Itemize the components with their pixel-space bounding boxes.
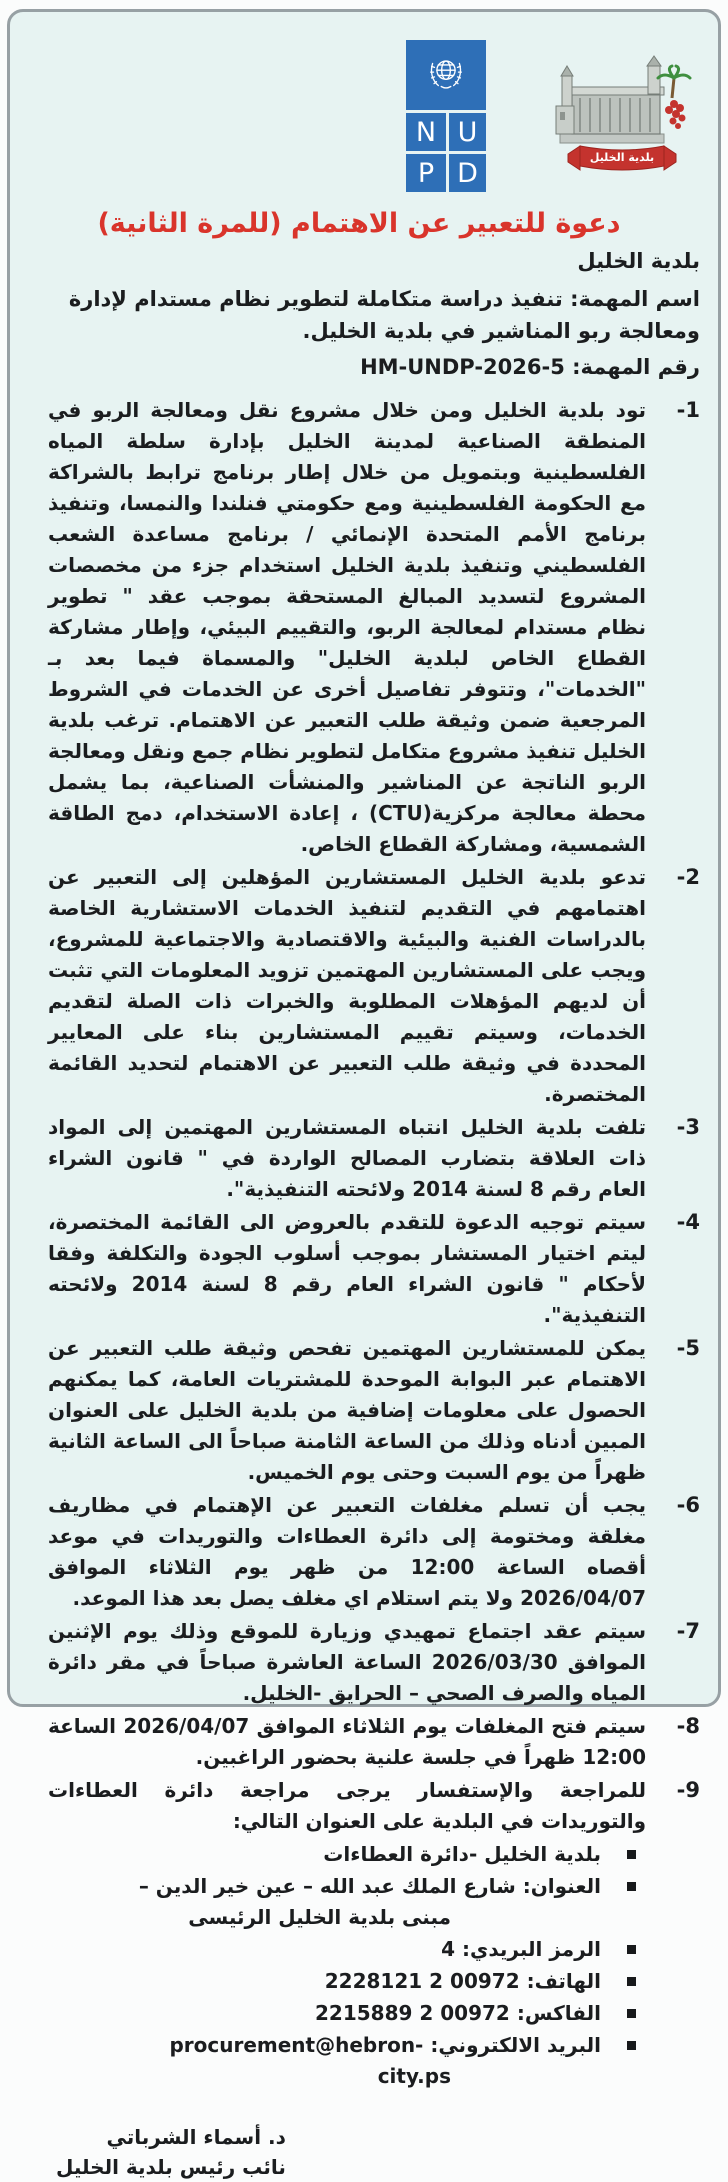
signatory-title: نائب رئيس بلدية الخليل [56,2155,286,2179]
list-item [48,862,700,1110]
undp-logo [406,40,486,192]
list-item [48,1775,700,1837]
item-number: -2 [676,865,700,889]
undp-letter-u: U [449,113,486,151]
list-item [48,1490,700,1614]
list-item [48,2030,636,2092]
signatory-name: د. أسماء الشرباتي [106,2125,286,2149]
hebron-municipality-logo [546,54,698,186]
square-bullet-icon [627,1977,636,1986]
municipality-name: بلدية الخليل [577,249,700,273]
list-item [48,1112,700,1205]
item-text: يجب أن تسلم مغلفات التعبير عن الإهتمام في مظاريف مغلقة ومختومة إلى دائرة العطاءات والتوريدات في موعد أقصاه الساعة 12:00 من ظهر يوم الثلاثاء الموافق 2026/04/07 ولا يتم استلام اي مغلف يصل بعد هذا الموعد. [48,1493,647,1610]
item-number: -6 [676,1493,700,1517]
undp-letters [406,113,486,192]
square-bullet-icon [627,1945,636,1954]
address-line: الرمز البريدي: 4 [441,1937,601,1961]
task-number: رقم المهمة: HM-UNDP-2026-5 [360,355,700,379]
item-text: يمكن للمستشارين المهتمين تفحص وثيقة طلب التعبير عن الاهتمام عبر البوابة الموحدة للمشتريات العامة، كما يمكنهم الحصول على معلومات إضافية من بلدية الخليل على العنوان المبين أدناه وذلك من الساعة الثامنة صباحاً الى الساعة الثانية ظهراً من يوم السبت وحتى يوم الخميس. [48,1336,646,1484]
list-item [48,395,700,860]
square-bullet-icon [627,1882,636,1891]
list-item [48,1934,636,1965]
item-text: سيتم فتح المغلفات يوم الثلاثاء الموافق 2026/04/07 الساعة 12:00 ظهراً في جلسة علنية بحضور الراغبين. [48,1714,646,1769]
list-item [48,1839,636,1870]
item-number: -5 [676,1336,700,1360]
address-line: بلدية الخليل -دائرة العطاءات [323,1842,601,1866]
list-item [48,1871,636,1933]
phone-line: الهاتف: 00972 2 2228121 [324,1969,601,1993]
list-item [48,1998,636,2029]
address-bullet-list [48,1839,636,2092]
item-text: تود بلدية الخليل ومن خلال مشروع نقل ومعالجة الربو في المنطقة الصناعية لمدينة الخليل بإدارة سلطة المياه الفلسطينية وبتمويل من خلال إطار برنامج ترابط بالشراكة مع الحكومة الفلسطينية ومع حكومتي فنلندا والنمسا، وتنفيذ برنامج الأمم المتحدة الإنمائي / برنامج مساعدة الشعب الفلسطيني وتنفيذ بلدية الخليل استخدام جزء من مخصصات المشروع لتسديد المبالغ المستحقة بموجب عقد " تطوير نظام مستدام لمعالجة الربو، والتقييم البيئي، وإطار مشاركة القطاع الخاص لبلدية الخليل" والمسماة فيما بعد بـ "الخدمات"، وتتوفر تفاصيل أخرى عن الخدمات في الشروط المرجعية ضمن وثيقة طلب التعبير عن الاهتمام. ترغب بلدية الخليل تنفيذ مشروع متكامل لتطوير نظام جمع ونقل ومعالجة الربو الناتجة عن المناشير والمنشأت الصناعية، بما يشمل محطة معالجة مركزية(CTU) ، إعادة الاستخدام، دمج الطاقة الشمسية، ومشاركة القطاع الخاص. [48,398,646,856]
address-line: العنوان: شارع الملك عبد الله – عين خير الدين – مبنى بلدية الخليل الرئيسى [138,1874,601,1929]
list-item [48,1333,700,1488]
hebron-banner-text: بلدية الخليل [589,151,655,164]
list-item [48,1616,700,1709]
notice-title: دعوة للتعبير عن الاهتمام (للمرة الثانية) [97,208,621,239]
fax-line: الفاكس: 00972 2 2215889 [314,2001,601,2025]
item-text: للمراجعة والإستفسار يرجى مراجعة دائرة العطاءات والتوريدات في البلدية على العنوان التالي: [48,1778,646,1833]
undp-letter-n: N [406,113,446,151]
item-text: سيتم توجيه الدعوة للتقدم بالعروض الى القائمة المختصرة، ليتم اختيار المستشار بموجب أسلوب الجودة والتكلفة وفقا لأحكام " قانون الشراء العام رقم 8 لسنة 2014 ولائحته التنفيذية". [48,1210,646,1327]
email-line: البريد الالكتروني: procurement@hebron-city.ps [169,2033,601,2088]
item-number: -3 [676,1115,700,1139]
item-number: -7 [676,1619,700,1643]
item-number: -4 [676,1210,700,1234]
item-number: -1 [676,398,700,422]
signature-block [48,2122,286,2182]
notice-sheet [7,9,721,2179]
list-item [48,1711,700,1773]
square-bullet-icon [627,1850,636,1859]
square-bullet-icon [627,2009,636,2018]
item-text: سيتم عقد اجتماع تمهيدي وزيارة للموقع وذلك يوم الإثنين الموافق 2026/03/30 الساعة العاشرة صباحاً في مقر دائرة المياه والصرف الصحي – الحرايق -الخليل. [48,1619,646,1705]
item-number: -8 [676,1714,700,1738]
un-emblem-icon [406,40,486,110]
list-item [48,1207,700,1331]
item-text: تدعو بلدية الخليل المستشارين المؤهلين إلى التعبير عن اهتمامهم في التقديم لتنفيذ الخدمات الاستشارية الخاصة بالدراسات الفنية والبيئية والاقتصادية والاجتماعية للمشروع، ويجب على المستشارين المهتمين تزويد المعلومات التي تثبت أن لديهم المؤهلات المطلوبة والخبرات ذات الصلة لتقديم الخدمات، وسيتم تقييم المستشارين بناء على المعايير المحددة في وثيقة طلب التعبير عن الاهتمام لتحديد القائمة المختصرة. [48,865,646,1106]
header-logos [48,26,700,194]
undp-letter-p: P [406,154,446,192]
item-text: تلفت بلدية الخليل انتباه المستشارين المهتمين إلى المواد ذات العلاقة بتضارب المصالح الواردة في " قانون الشراء العام رقم 8 لسنة 2014 ولائحته التنفيذية". [48,1115,646,1201]
square-bullet-icon [627,2041,636,2050]
item-number: -9 [676,1778,700,1802]
list-item [48,1966,636,1997]
numbered-items [48,395,700,1837]
undp-letter-d: D [449,154,486,192]
task-name: اسم المهمة: تنفيذ دراسة متكاملة لتطوير نظام مستدام لإدارة ومعالجة ربو المناشير في بلدية الخليل. [68,287,700,343]
